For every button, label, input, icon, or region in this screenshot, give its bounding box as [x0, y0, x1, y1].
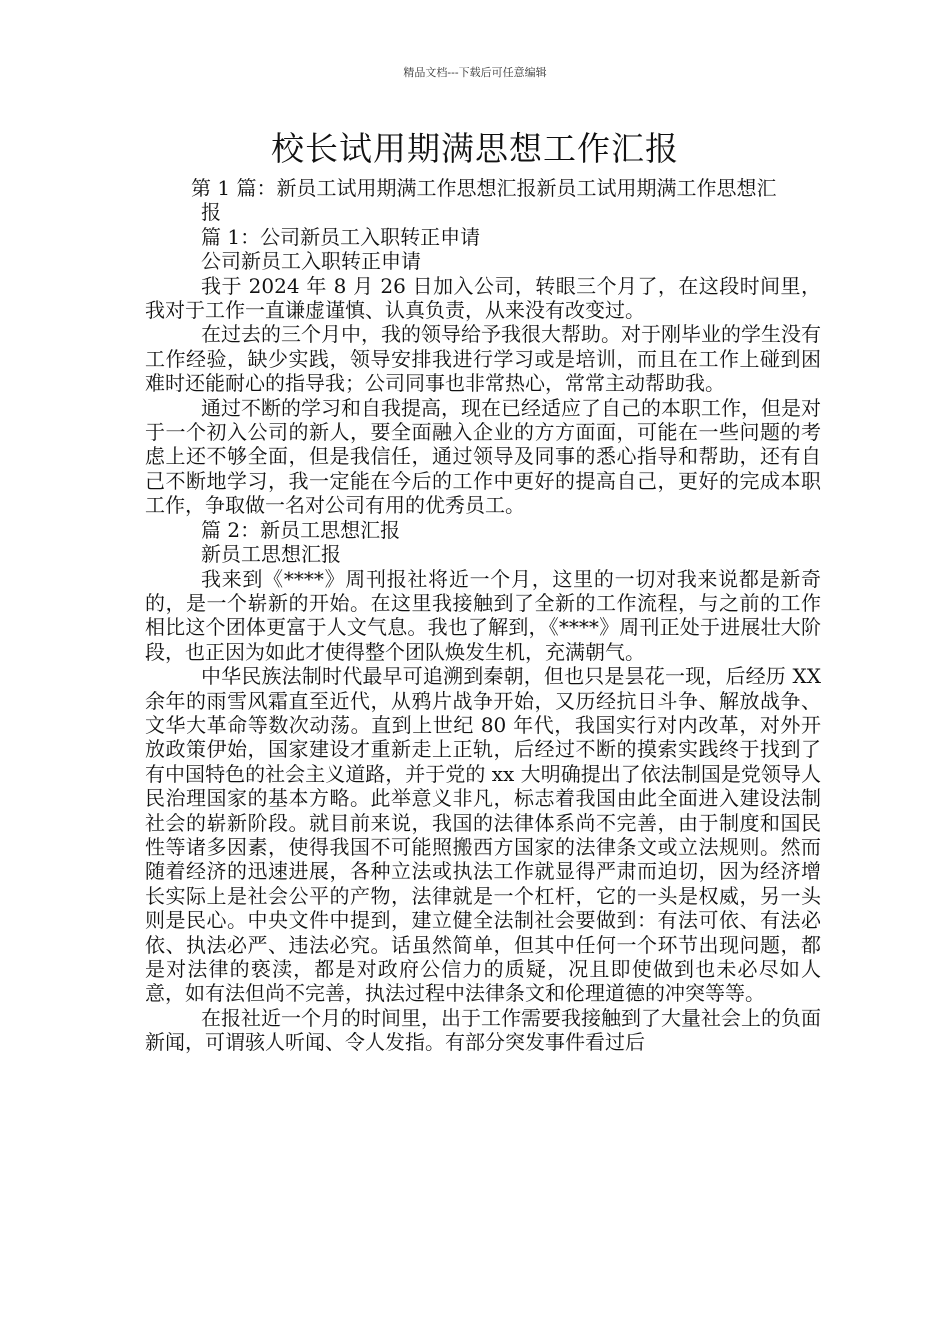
paragraph-section-title: 新员工思想汇报	[201, 542, 341, 567]
paragraph: 中华民族法制时代最早可追溯到秦朝，但也只是昙花一现，后经历 XX 余年的雨雪风霜直至近代，从鸦片战争开始，又历经抗日斗争、解放战争、文华大革命等数次动荡。直到上世纪 80 年代，我国实行对内改革，对外开放政策伊始，国家建设才重新走上正轨，后经过不断的摸索实践终于找到了有中国特色的社会主义道路，并于党的 xx 大明确提出了依法制国是党领导人民治理国家的基本方略。此举意义非凡，标志着我国由此全面进入建设法制社会的崭新阶段。就目前来说，我国的法律体系尚不完善，由于制度和国民性等诸多因素，使得我国不可能照搬西方国家的法律条文或立法规则。然而随着经济的迅速进展，各种立法或执法工作就显得严肃而迫切，因为经济增长实际上是社会公平的产物，法律就是一个杠杆，它的一头是权威，另一头则是民心。中央文件中提到，建立健全法制社会要做到：有法可依、有法必依、执法必严、违法必究。话虽然简单，但其中任何一个环节出现问题，都是对法律的亵渎，都是对政府公信力的质疑，况且即使做到也未必尽如人意，如有法但尚不完善，执法过程中法律条文和伦理道德的冲突等等。	[145, 664, 821, 1006]
paragraph: 在报社近一个月的时间里，出于工作需要我接触到了大量社会上的负面新闻，可谓骇人听闻、令人发指。有部分突发事件看过后	[145, 1005, 821, 1055]
page-header: 精品文档---下载后可任意编辑	[403, 66, 547, 79]
paragraph: 通过不断的学习和自我提高，现在已经适应了自己的本职工作，但是对于一个初入公司的新人，要全面融入企业的方方面面，可能在一些问题的考虑上还不够全面，但是我信任，通过领导及同事的悉心指导和帮助，还有自己不断地学习，我一定能在今后的工作中更好的提高自己，更好的完成本职工作，争取做一名对公司有用的优秀员工。	[145, 395, 821, 518]
document-title: 校长试用期满思想工作汇报	[271, 129, 679, 168]
paragraph: 我来到《****》周刊报社将近一个月，这里的一切对我来说都是新奇的，是一个崭新的开始。在这里我接触到了全新的工作流程，与之前的工作相比这个团体更富于人文气息。我也了解到，《****》周刊正处于进展壮大阶段，也正因为如此才使得整个团队焕发生机，充满朝气。	[145, 566, 821, 664]
paragraph-section-heading: 篇 2：新员工思想汇报	[201, 517, 401, 542]
paragraph-section-heading: 篇 1：公司新员工入职转正申请	[201, 224, 481, 249]
paragraph: 我于 2024 年 8 月 26 日加入公司，转眼三个月了，在这段时间里，我对于工作一直谦虚谨慎、认真负责，从来没有改变过。	[145, 273, 821, 323]
paragraph: 在过去的三个月中，我的领导给予我很大帮助。对于刚毕业的学生没有工作经验，缺少实践，领导安排我进行学习或是培训，而且在工作上碰到困难时还能耐心的指导我；公司同事也非常热心，常常主动帮助我。	[145, 322, 821, 396]
document-body	[145, 176, 821, 1055]
paragraph-chapter-heading-continued: 报	[201, 200, 221, 225]
paragraph-chapter-heading: 第 1 篇：新员工试用期满工作思想汇报新员工试用期满工作思想汇	[191, 176, 777, 200]
paragraph-section-title: 公司新员工入职转正申请	[201, 249, 421, 274]
